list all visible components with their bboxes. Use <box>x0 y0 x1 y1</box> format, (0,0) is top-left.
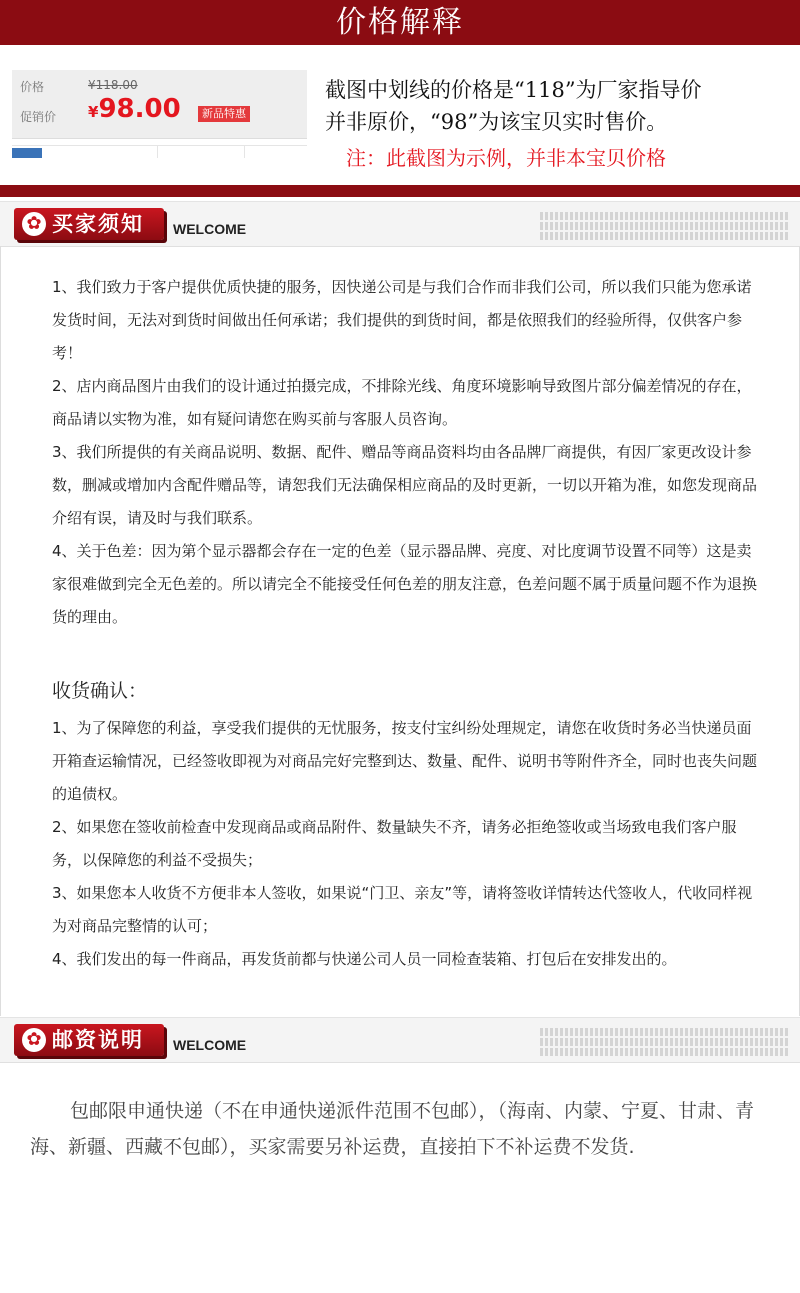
notice-item-4: 4、关于色差：因为第个显示器都会存在一定的色差（显示器品牌、亮度、对比度调节设置不同等）这是卖家很难做到完全无色差的。所以请完全不能接受任何色差的朋友注意，色差问题不属于质量问题不作为退换货的理由。 <box>52 542 758 626</box>
receipt-item-3: 3、如果您本人收货不方便非本人签收，如果说“门卫、亲友”等，请将签收详情转达代签收人，代收同样视为对商品完整情的认可； <box>52 884 753 935</box>
currency-symbol: ¥ <box>88 103 99 121</box>
flower-icon: ✿ <box>22 212 46 236</box>
price-explanation-line-1: 截图中划线的价格是“118”为厂家指导价 <box>325 78 702 102</box>
postage-header <box>0 1017 800 1063</box>
receipt-item-1: 1、为了保障您的利益，享受我们提供的无忧服务，按支付宝纠纷处理规定，请您在收货时务必当快递员面开箱查运输情况，已经签收即视为对商品完好完整到达、数量、配件、说明书等附件齐全，同时也丧失问题的追债权。 <box>52 719 758 803</box>
receipt-confirmation-title: 收货确认： <box>52 680 148 702</box>
buyer-notice-tab <box>14 208 164 240</box>
price-label: 价格 <box>20 80 45 94</box>
price-explanation-line-2: 并非原价，“98”为该宝贝实时售价。 <box>325 110 668 134</box>
receipt-item-2: 2、如果您在签收前检查中发现商品或商品附件、数量缺失不齐，请务必拒绝签收或当场致电我们客户服务，以保障您的利益不受损失； <box>52 818 737 869</box>
postage-tab <box>14 1024 164 1056</box>
sale-label: 促销价 <box>20 110 57 124</box>
original-price: ¥118.00 <box>88 78 138 92</box>
decorative-text <box>540 210 790 242</box>
flower-icon: ✿ <box>22 1028 46 1052</box>
price-explanation-note: 注：此截图为示例，并非本宝贝价格 <box>346 146 666 170</box>
buyer-notice-title: 买家须知 <box>52 212 144 236</box>
price-box-footer <box>12 145 307 158</box>
notice-item-3: 3、我们所提供的有关商品说明、数据、配件、赠品等商品资料均由各品牌厂商提供，有因厂家更改设计参数，删减或增加内含配件赠品等，请恕我们无法确保相应商品的及时更新，一切以开箱为准，如您发现商品介绍有误，请及时与我们联系。 <box>52 443 758 527</box>
price-screenshot-example <box>12 70 307 139</box>
welcome-label: WELCOME <box>173 1037 247 1053</box>
receipt-item-4: 4、我们发出的每一件商品，再发货前都与快递公司人员一同检查装箱、打包后在安排发出的。 <box>52 950 677 968</box>
promo-badge: 新品特惠 <box>198 106 250 122</box>
notice-item-2: 2、店内商品图片由我们的设计通过拍摄完成，不排除光线、角度环境影响导致图片部分偏差情况的存在，商品请以实物为准，如有疑问请您在购买前与客服人员咨询。 <box>52 377 752 428</box>
postage-title: 邮资说明 <box>52 1028 144 1052</box>
section-divider <box>0 185 800 197</box>
sale-price <box>88 94 181 124</box>
price-explanation-header: 价格解释 <box>0 0 800 45</box>
notice-item-1: 1、我们致力于客户提供优质快捷的服务，因快递公司是与我们合作而非我们公司，所以我们只能为您承诺发货时间，无法对到货时间做出任何承诺；我们提供的到货时间，都是依照我们的经验所得，仅供客户参考！ <box>52 278 752 362</box>
sale-amount: 98.00 <box>98 94 181 124</box>
welcome-label: WELCOME <box>173 221 247 237</box>
postage-text: 包邮限申通快递（不在申通快递派件范围不包邮），（海南、内蒙、宁夏、甘肃、青海、新疆、西藏不包邮），买家需要另补运费，直接拍下不补运费不发货. <box>30 1100 755 1158</box>
decorative-text <box>540 1026 790 1058</box>
buyer-notice-header <box>0 201 800 247</box>
